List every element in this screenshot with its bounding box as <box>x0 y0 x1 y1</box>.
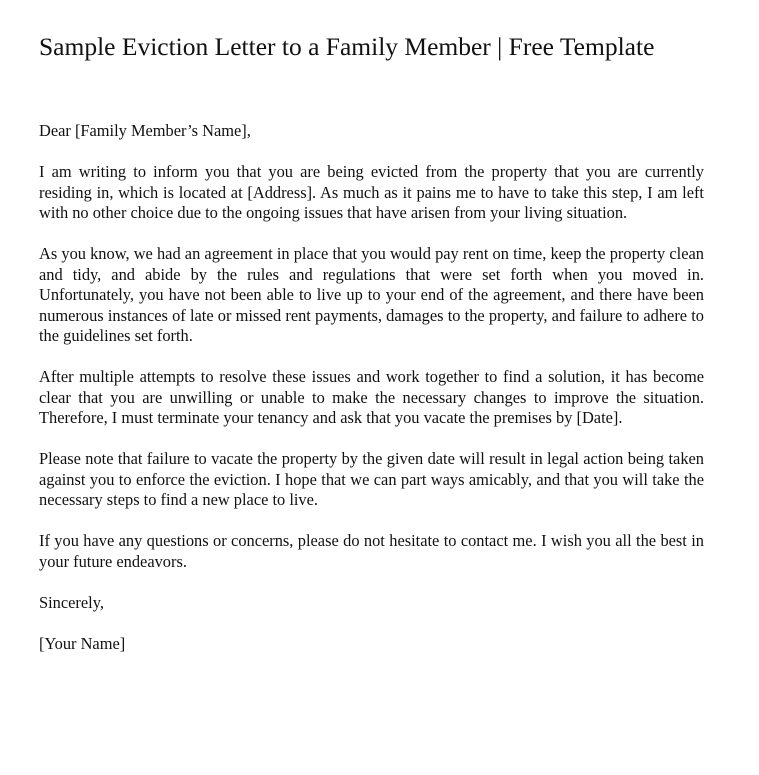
salutation: Dear [Family Member’s Name], <box>39 121 251 140</box>
signature: [Your Name] <box>39 633 126 653</box>
paragraph-termination: After multiple attempts to resolve these issues and work together to find a solution, it has become clear that you are unwilling or unable to make the necessary changes to improve the situation. Therefore, I must terminate your tenancy and ask that you vacate the premises by [Date]. <box>39 367 704 427</box>
document-title: Sample Eviction Letter to a Family Member | Free Template <box>39 32 655 61</box>
paragraph-contact: If you have any questions or concerns, please do not hesitate to contact me. I wish you all the best in your future endeavors. <box>39 531 704 571</box>
closing: Sincerely, <box>39 592 104 612</box>
paragraph-agreement: As you know, we had an agreement in place that you would pay rent on time, keep the property clean and tidy, and abide by the rules and regulations that were set forth when you moved in. Unfortunately, you have not been able to live up to your end of the agreement, and there have been numerous instances of late or missed rent payments, damages to the property, and failure to adhere to the guidelines set forth. <box>39 244 704 345</box>
letter-body <box>39 121 704 675</box>
paragraph-notice: I am writing to inform you that you are being evicted from the property that you are currently residing in, which is located at [Address]. As much as it pains me to have to take this step, I am left with no other choice due to the ongoing issues that have arisen from your living situation. <box>39 162 704 222</box>
paragraph-legal-action: Please note that failure to vacate the property by the given date will result in legal action being taken against you to enforce the eviction. I hope that we can part ways amicably, and that you will take the necessary steps to find a new place to live. <box>39 449 704 509</box>
